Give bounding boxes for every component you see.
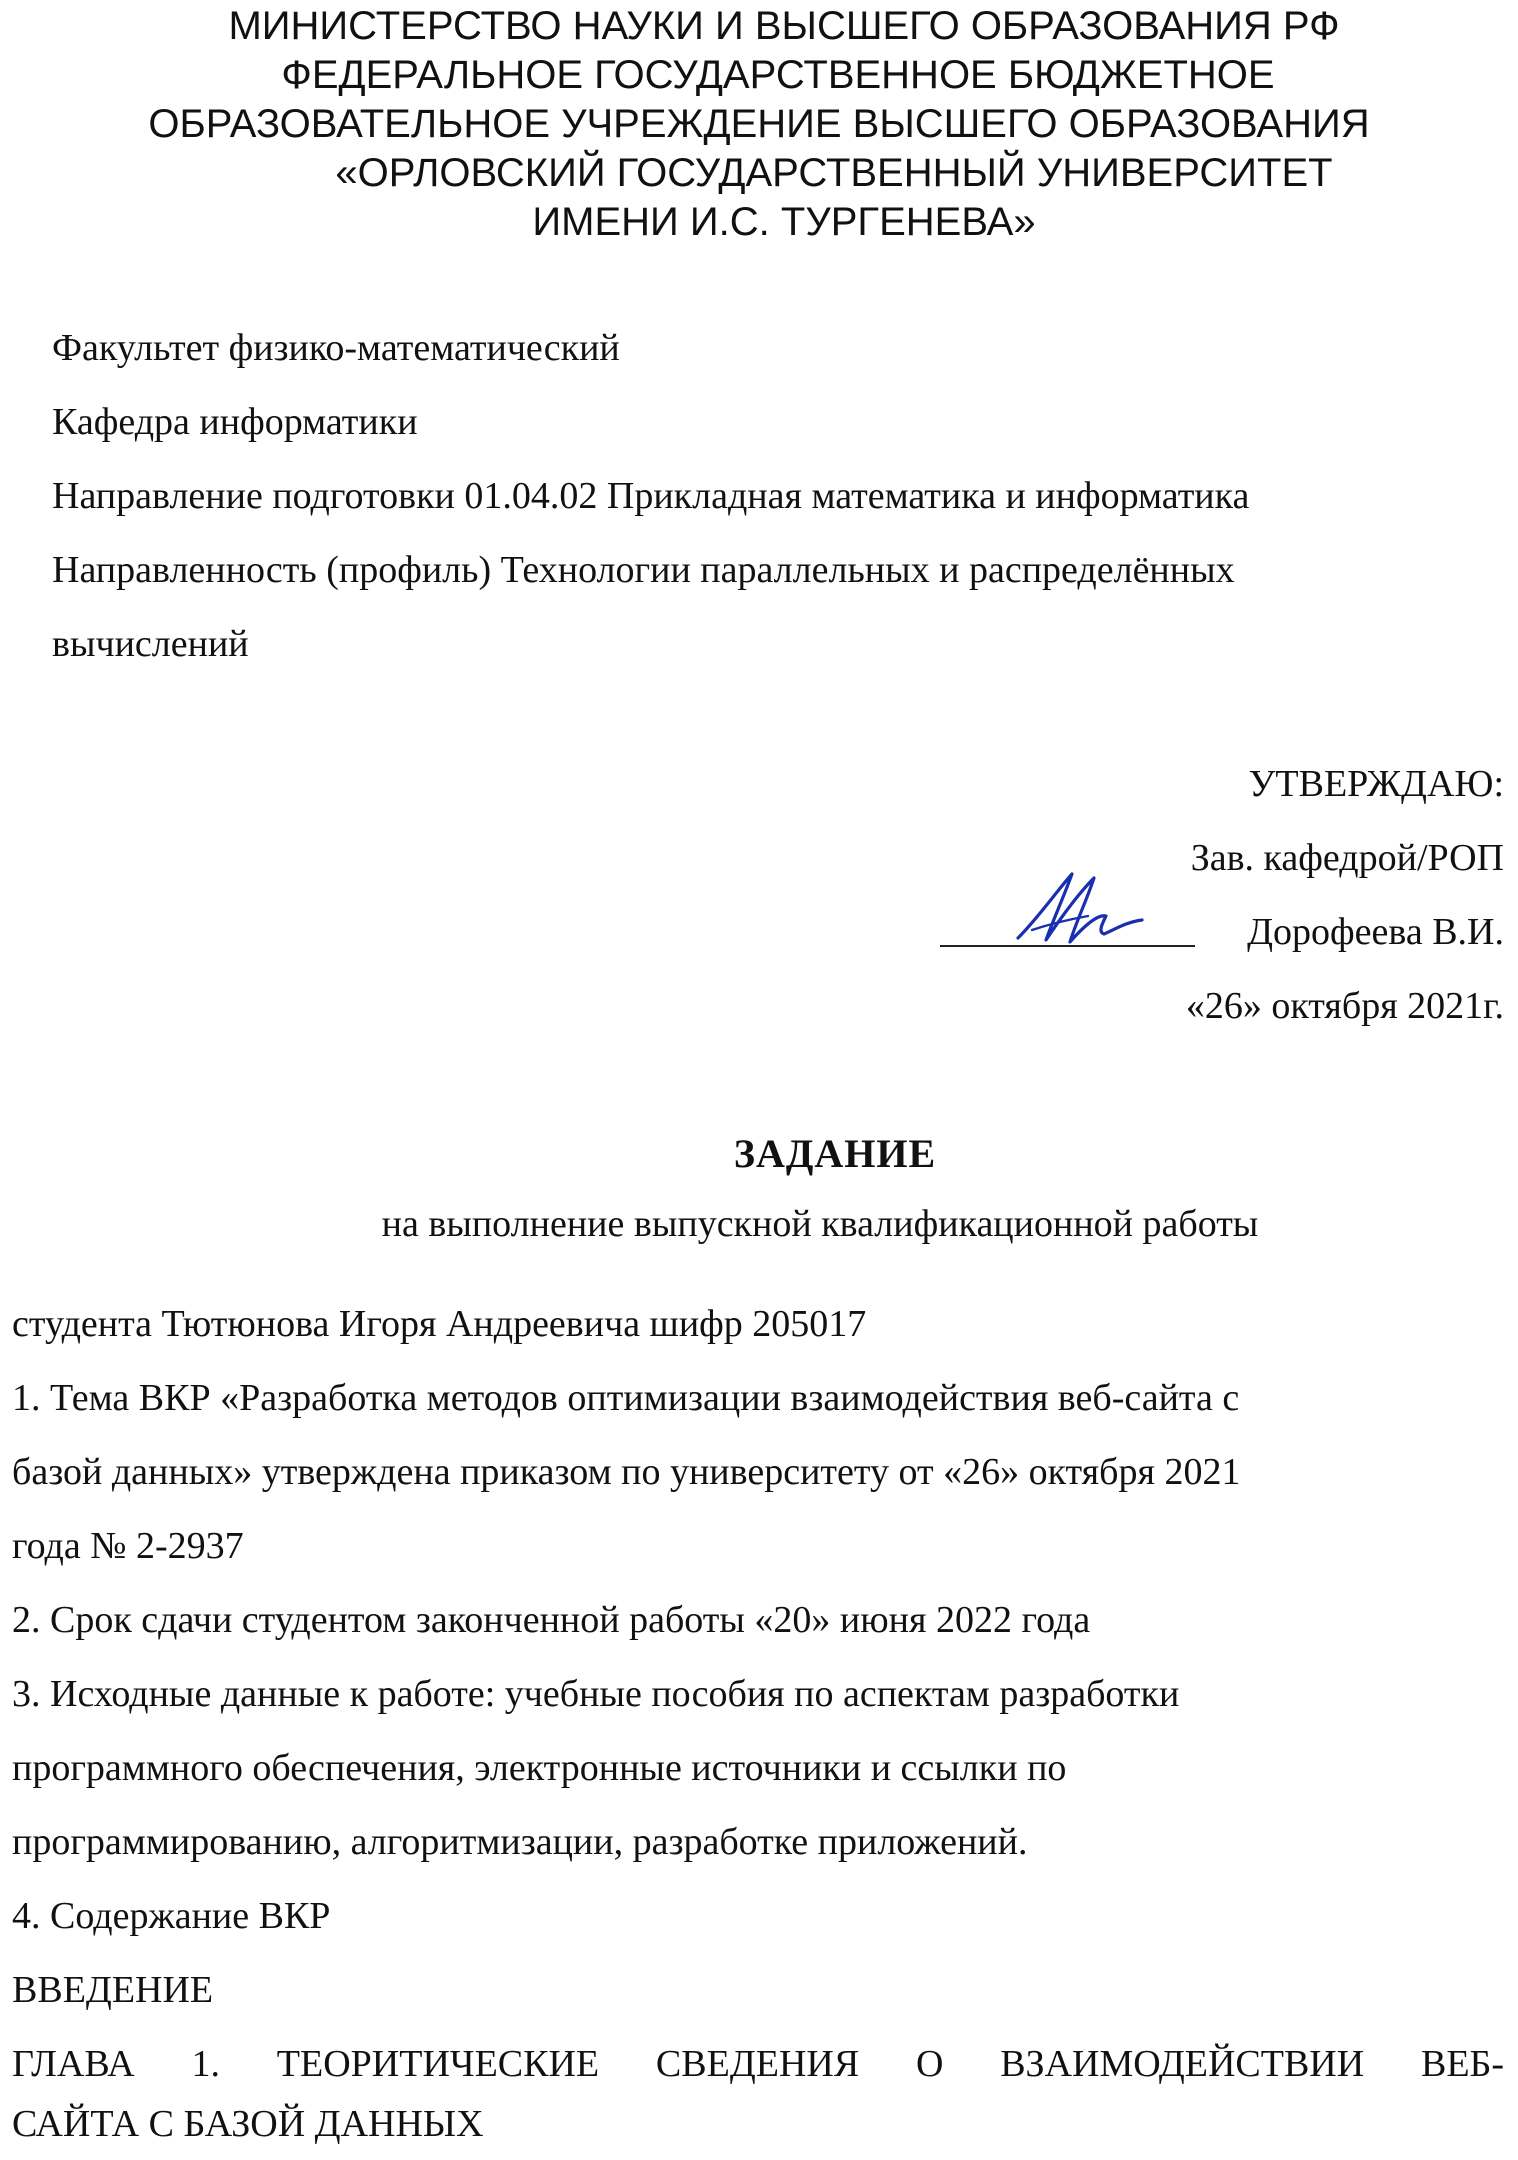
item3-line-2: программного обеспечения, электронные источники и ссылки по xyxy=(12,1747,1067,1789)
direction-line: Направление подготовки 01.04.02 Прикладная математика и информатика xyxy=(52,475,1250,517)
item1-line-1: 1. Тема ВКР «Разработка методов оптимизации взаимодействия веб-сайта с xyxy=(12,1377,1240,1419)
student-line: студента Тютюнова Игоря Андреевича шифр 205017 xyxy=(12,1303,867,1345)
document-title: ЗАДАНИЕ xyxy=(733,1131,937,1176)
profile-line-2: вычислений xyxy=(52,623,249,665)
item2-line: 2. Срок сдачи студентом законченной работы «20» июня 2022 года xyxy=(12,1599,1091,1641)
header-line-5: ИМЕНИ И.С. ТУРГЕНЕВА» xyxy=(532,200,1036,244)
header-line-2: ФЕДЕРАЛЬНОЕ ГОСУДАРСТВЕННОЕ БЮДЖЕТНОЕ xyxy=(281,53,1275,97)
ministry-header xyxy=(0,2,1518,247)
approval-date: «26» октября 2021г. xyxy=(1185,985,1504,1027)
profile-line-1: Направленность (профиль) Технологии параллельных и распределённых xyxy=(52,549,1235,591)
header-line-3: ОБРАЗОВАТЕЛЬНОЕ УЧРЕЖДЕНИЕ ВЫСШЕГО ОБРАЗОВАНИЯ xyxy=(148,102,1370,146)
item3-line-3: программированию, алгоритмизации, разработке приложений. xyxy=(12,1821,1028,1863)
intro-line: ВВЕДЕНИЕ xyxy=(12,1969,214,2011)
item1-line-3: года № 2-2937 xyxy=(12,1525,244,1567)
approval-name: Дорофеева В.И. xyxy=(1247,911,1504,953)
item4-line: 4. Содержание ВКР xyxy=(12,1895,331,1937)
document-subtitle: на выполнение выпускной квалификационной работы xyxy=(381,1203,1259,1245)
item3-line-1: 3. Исходные данные к работе: учебные пособия по аспектам разработки xyxy=(12,1673,1180,1715)
header-line-1: МИНИСТЕРСТВО НАУКИ И ВЫСШЕГО ОБРАЗОВАНИЯ РФ xyxy=(228,4,1340,48)
handwritten-signature xyxy=(1010,860,1150,955)
faculty-line: Факультет физико-математический xyxy=(52,327,620,369)
approval-heading: УТВЕРЖДАЮ: xyxy=(1248,763,1504,805)
department-line: Кафедра информатики xyxy=(52,401,418,443)
chapter1-line-1: ГЛАВА 1. ТЕОРИТИЧЕСКИЕ СВЕДЕНИЯ О ВЗАИМОДЕЙСТВИИ ВЕБ- xyxy=(12,2043,1504,2085)
approval-position: Зав. кафедрой/РОП xyxy=(1190,837,1504,879)
chapter1-line-2: САЙТА С БАЗОЙ ДАННЫХ xyxy=(12,2103,484,2145)
header-line-4: «ОРЛОВСКИЙ ГОСУДАРСТВЕННЫЙ УНИВЕРСИТЕТ xyxy=(335,151,1333,195)
item1-line-2: базой данных» утверждена приказом по университету от «26» октября 2021 xyxy=(12,1451,1241,1493)
